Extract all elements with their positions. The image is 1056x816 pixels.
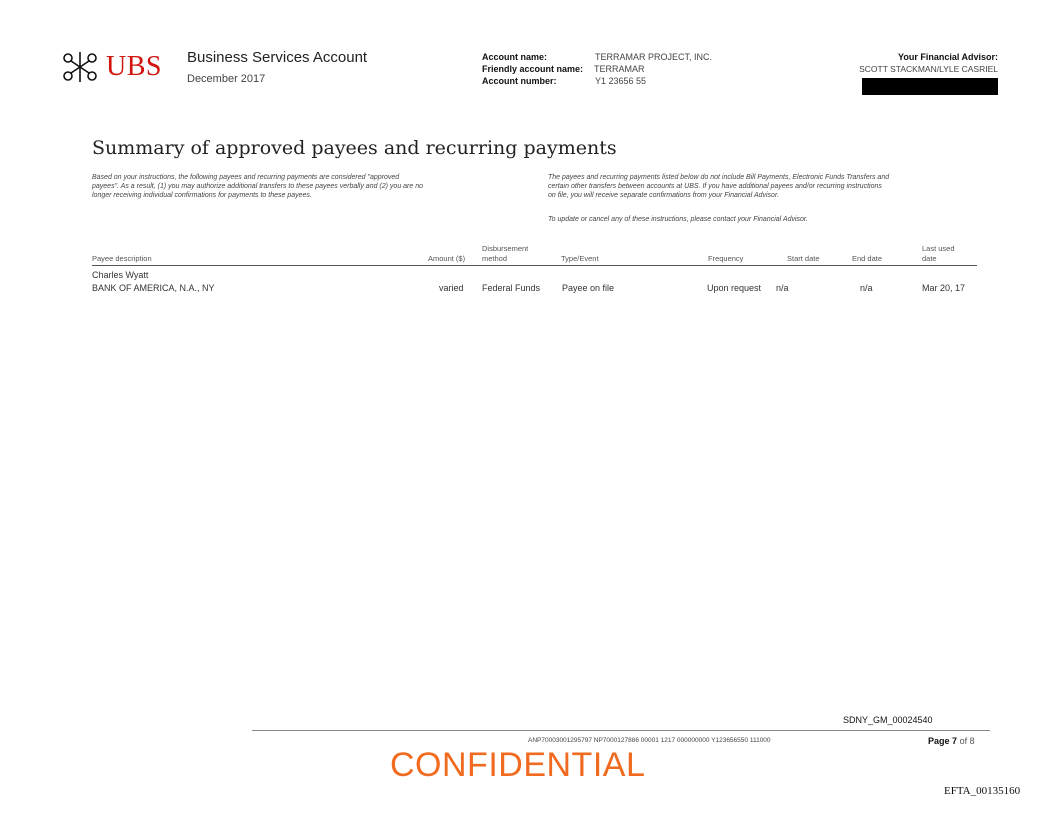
left-note-line: payees". As a result, (1) you may authorize additional transfers to these payees verbally and (2) you are no	[92, 183, 424, 190]
footer-rule	[252, 730, 990, 731]
account-labels	[482, 51, 583, 87]
cell-method: Federal Funds	[482, 283, 541, 293]
col-header-frequency: Frequency	[708, 254, 744, 263]
col-header-method-line: Disbursement	[482, 244, 529, 253]
account-number-value: Y1 23656 55	[595, 76, 647, 86]
right-note-line: certain other transfers between accounts at UBS. If you have additional payees and/or recurring instructions	[548, 183, 882, 190]
left-note-line: Based on your instructions, the following payees and recurring payments are considered "approved	[92, 174, 400, 181]
cell-start: n/a	[776, 283, 789, 293]
account-type: Business Services Account	[187, 49, 368, 66]
cell-type: Payee on file	[562, 283, 615, 293]
confidential-stamp: CONFIDENTIAL	[390, 746, 646, 784]
payee-bank: BANK OF AMERICA, N.A., NY	[92, 283, 215, 293]
statement-period: December 2017	[187, 73, 266, 85]
of-word: of	[959, 736, 968, 746]
right-note-line: on file, you will receive separate confirmations from your Financial Advisor.	[548, 192, 779, 199]
col-header-last-line: Last used	[922, 244, 955, 253]
ubs-keys-icon	[60, 50, 100, 84]
page-total: 8	[969, 736, 975, 746]
right-note	[548, 173, 889, 200]
page-word: Page	[928, 736, 950, 746]
friendly-name-value: TERRAMAR	[594, 64, 645, 74]
col-header-start: Start date	[787, 254, 820, 263]
col-header-end: End date	[852, 254, 883, 263]
payee-name: Charles Wyatt	[92, 270, 149, 280]
cell-last-used: Mar 20, 17	[922, 283, 966, 293]
advisor-names: SCOTT STACKMAN/LYLE CASRIEL	[859, 64, 998, 74]
brand-name: UBS	[106, 51, 162, 82]
page-title: Summary of approved payees and recurring payments	[92, 137, 617, 159]
col-header-method	[482, 244, 528, 264]
efta-number: EFTA_00135160	[944, 785, 1021, 797]
page-indicator	[928, 736, 975, 746]
page-number: 7	[952, 736, 958, 746]
col-header-method-line: method	[482, 254, 508, 263]
friendly-name-label: Friendly account name:	[482, 64, 584, 74]
cell-frequency: Upon request	[707, 283, 762, 293]
cell-end: n/a	[860, 283, 873, 293]
account-number-label: Account number:	[482, 76, 557, 86]
left-note-line: longer receiving individual confirmations for payments to these payees.	[92, 192, 312, 199]
col-header-last-line: date	[922, 254, 937, 263]
col-header-type: Type/Event	[561, 254, 599, 263]
col-header-last	[922, 244, 955, 264]
document-code: ANP70003001295797 NP7000127886 00001 1217 000000000 Y123656550 111000	[528, 737, 771, 744]
col-header-payee: Payee description	[92, 254, 152, 263]
cell-amount: varied	[439, 283, 464, 293]
col-header-amount: Amount ($)	[428, 254, 466, 263]
ubs-logo	[60, 50, 162, 84]
account-name-value: TERRAMAR PROJECT, INC.	[595, 52, 713, 62]
redaction-box	[862, 78, 998, 95]
update-note: To update or cancel any of these instructions, please contact your Financial Advisor.	[548, 216, 808, 223]
bates-number: SDNY_GM_00024540	[843, 715, 933, 725]
right-note-line: The payees and recurring payments listed below do not include Bill Payments, Electronic Funds Transfers and	[548, 174, 890, 181]
account-name-label: Account name:	[482, 52, 548, 62]
left-note	[92, 173, 423, 200]
table-header-rule	[92, 265, 977, 266]
advisor-label: Your Financial Advisor:	[897, 52, 998, 62]
